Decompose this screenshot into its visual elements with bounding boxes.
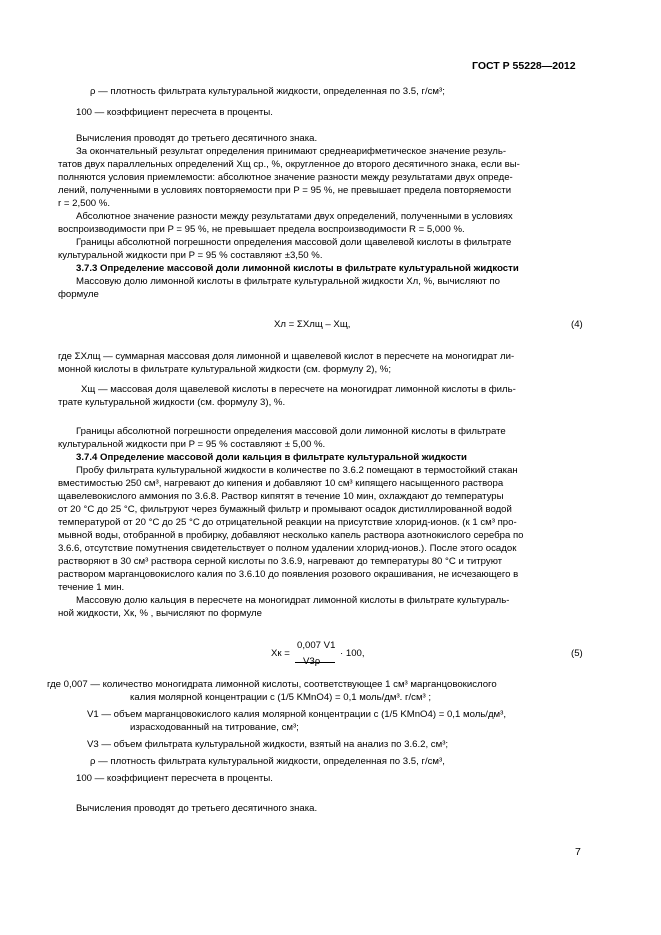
text-line: Xщ — массовая доля щавелевой кислоты в пересчете на моногидрат лимонной кислоты в филь- [81, 384, 516, 395]
text-line: Массовую долю лимонной кислоты в фильтрате культуральной жидкости Xл, %, вычисляют по [76, 276, 500, 287]
text-line: 100 — коэффициент пересчета в проценты. [76, 773, 273, 784]
text-line: лений, полученными в условиях повторяемости при P = 95 %, не превышает предела повторяемости [58, 185, 512, 196]
text-line: Вычисления проводят до третьего десятичного знака. [76, 133, 318, 144]
text-line: (5) [571, 648, 583, 659]
document-number: ГОСТ Р 55228—2012 [472, 60, 576, 72]
text-line: где 0,007 — количество моногидрата лимонной кислоты, соответствующее 1 см³ марганцовокислого [47, 679, 497, 690]
text-line: культуральной жидкости при P = 95 % составляют ±3,50 %. [58, 250, 323, 261]
text-line: ρ — плотность фильтрата культуральной жидкости, определенная по 3.5, г/см³; [90, 86, 445, 97]
text-line: ной жидкости, Xк, % , вычисляют по формуле [58, 608, 262, 619]
text-line: Границы абсолютной погрешности определения массовой доли щавелевой кислоты в фильтрате [76, 237, 512, 248]
text-line: монной кислоты в фильтрате культуральной жидкости (см. формулу 2), %; [58, 364, 392, 375]
text-line: температурой от 20 °C до 25 °C до отрицательной реакции на присутствие хлорид-ионов. (к 1 см³ про- [58, 517, 517, 528]
fraction-bar [295, 662, 335, 663]
page-number: 7 [575, 846, 581, 858]
text-line: Абсолютное значение разности между результатами двух определений, полученными в условиях [76, 211, 513, 222]
text-line: Xл = ΣXлщ – Xщ, [274, 319, 351, 330]
text-line: щавелевокислого аммония по 3.6.8. Раствор кипятят в течение 10 мин, охлаждают до температуры [58, 491, 504, 502]
text-line: Границы абсолютной погрешности определения массовой доли лимонной кислоты в фильтрате [76, 426, 506, 437]
text-line: 3.7.3 Определение массовой доли лимонной кислоты в фильтрате культуральной жидкости [76, 263, 519, 274]
text-line: 0,007 V1 [297, 640, 336, 651]
text-line: формуле [58, 289, 99, 300]
text-line: ρ — плотность фильтрата культуральной жидкости, определенная по 3.5, г/см³, [90, 756, 445, 767]
text-line: вместимостью 250 см³, нагревают до кипения и добавляют 10 см³ кипящего насыщенного раствора [58, 478, 504, 489]
text-line: Пробу фильтрата культуральной жидкости в количестве по 3.6.2 помещают в термостойкий стакан [76, 465, 518, 476]
text-line: За окончательный результат определения принимают среднеарифметическое значение резуль- [76, 146, 507, 157]
text-line: от 20 °C до 25 °C, фильтруют через бумажный фильтр и промывают осадок дистиллированной водой [58, 504, 512, 515]
text-line: воспроизводимости при P = 95 %, не превышает предела воспроизводимости R = 5,000 %. [58, 224, 465, 235]
text-line: мывной воды, отобранной в пробирку, добавляют несколько капель раствора азотнокислого серебра по [58, 530, 524, 541]
text-line: (4) [571, 319, 583, 330]
text-line: Xк = [271, 648, 290, 659]
text-line: V3ρ [303, 656, 321, 667]
text-line: V1 — объем марганцовокислого калия молярной концентрации c (1/5 KMnO4) = 0,1 моль/дм³, [87, 709, 507, 720]
text-line: V3 — объем фильтрата культуральной жидкости, взятый на анализ по 3.6.2, см³; [87, 739, 449, 750]
text-line: · 100, [340, 648, 365, 659]
text-line: где ΣXлщ — суммарная массовая доля лимонной и щавелевой кислот в пересчете на моногидрат ли- [58, 351, 515, 362]
text-line: татов двух параллельных определений Xщ ср., %, округленное до второго десятичного знака, если вы- [58, 159, 520, 170]
text-line: полняются условия приемлемости: абсолютное значение разности между результатами двух опреде- [58, 172, 513, 183]
text-line: Массовую долю кальция в пересчете на моногидрат лимонной кислоты в фильтрате культураль- [76, 595, 510, 606]
text-line: трате культуральной жидкости (см. формулу 3), %. [58, 397, 286, 408]
text-line: культуральной жидкости при P = 95 % составляют ± 5,00 %. [58, 439, 326, 450]
text-line: 3.6.6, отсутствие помутнения свидетельствует о полном удалении хлорид-ионов.). После этого осадок [58, 543, 517, 554]
text-line: 100 — коэффициент пересчета в проценты. [76, 107, 273, 118]
text-line: растворяют в 30 см³ раствора серной кислоты по 3.6.9, нагревают до температуры 80 °C и титруют [58, 556, 503, 567]
text-line: Вычисления проводят до третьего десятичного знака. [76, 803, 318, 814]
text-line: течение 1 мин. [58, 582, 125, 593]
text-line: израсходованный на титрование, см³; [130, 722, 299, 733]
text-line: раствором марганцовокислого калия по 3.6.10 до появления розового окрашивания, не исчезающего в [58, 569, 519, 580]
text-line: r = 2,500 %. [58, 198, 110, 209]
text-line: 3.7.4 Определение массовой доли кальция в фильтрате культуральной жидкости [76, 452, 467, 463]
text-line: калия молярной концентрации c (1/5 KMnO4) = 0,1 моль/дм³. г/см³ ; [130, 692, 432, 703]
